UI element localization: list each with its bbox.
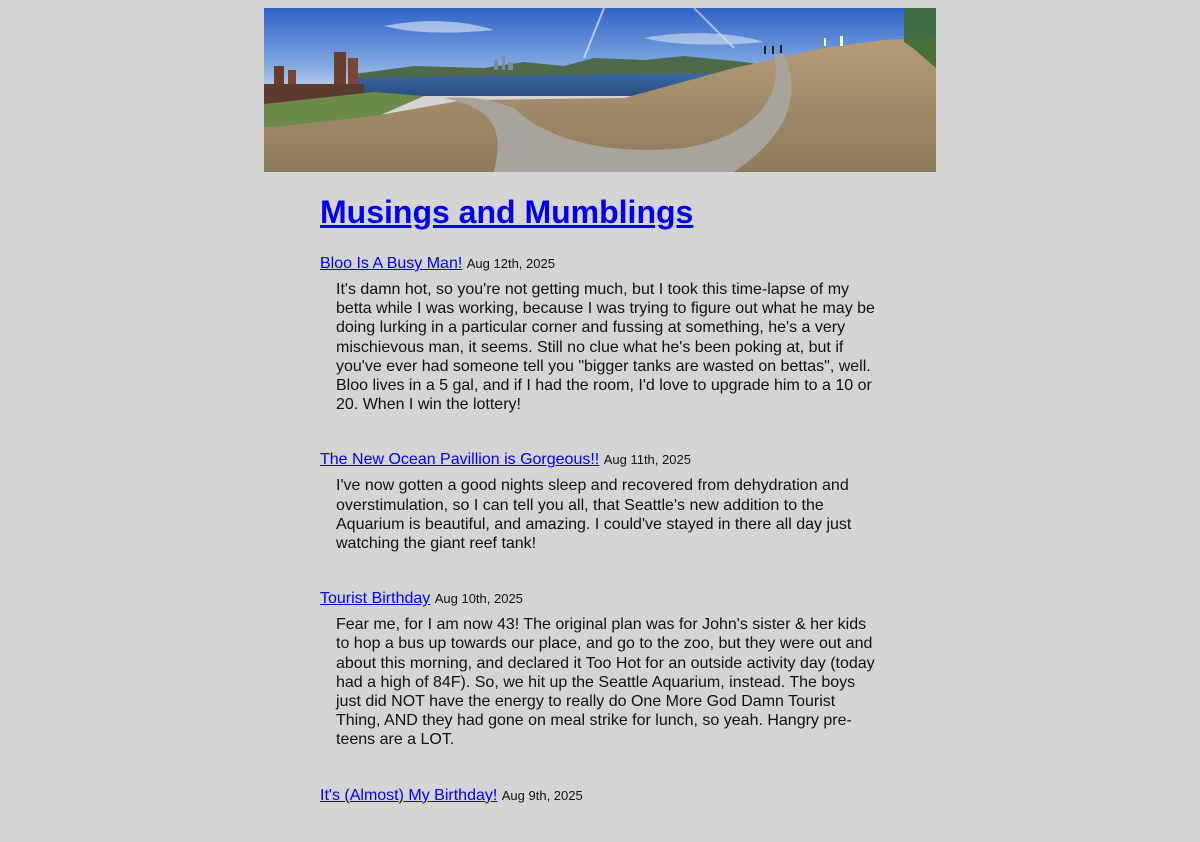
blog-title [320, 190, 880, 234]
post-header [320, 589, 880, 609]
post-header [320, 786, 880, 806]
panorama-image [264, 8, 936, 172]
post-title-link[interactable]: The New Ocean Pavillion is Gorgeous!! [320, 451, 600, 469]
post-date: Aug 11th, 2025 [603, 452, 691, 468]
header-banner-image [264, 8, 936, 172]
post-body: Fear me, for I am now 43! The original plan was for John's sister & her kids to hop a bus up towards our place, and go to the zoo, but they were out and about this morning, and declared it Too Hot for an outside activity day (today had a high of 84F). So, we hit up the Seattle Aquarium, instead. The boys just did NOT have the energy to really do One More God Damn Tourist Thing, AND they had gone on meal strike for lunch, so yeah. Hangry pre-teens are a LOT. [336, 616, 875, 749]
post-header [320, 450, 880, 470]
blog-title-link[interactable]: Musings and Mumblings [320, 194, 694, 230]
post-date: Aug 9th, 2025 [501, 787, 583, 803]
post-title-link[interactable]: Tourist Birthday [320, 590, 431, 608]
post-header [320, 254, 880, 274]
post [320, 254, 880, 414]
blog-content [320, 190, 880, 842]
post-title-link[interactable]: Bloo Is A Busy Man! [320, 255, 463, 272]
post-date: Aug 12th, 2025 [466, 256, 555, 271]
post-body: It's damn hot, so you're not getting much, but I took this time-lapse of my betta while I was working, because I was trying to figure out what he may be doing lurking in a particular corner and fussing at something, he's a very mischievous man, it seems. Still no clue what he's been poking at, but if you've ever had someone tell you "bigger tanks are wasted on bettas", well. Bloo lives in a 5 gal, and if I had the room, I'd love to upgrade him to a 10 or 20. When I win the lottery! [336, 281, 875, 414]
post-title-link[interactable]: It's (Almost) My Birthday! [320, 786, 498, 804]
post [320, 450, 880, 553]
post [320, 786, 880, 806]
post [320, 589, 880, 749]
post-body: I've now gotten a good nights sleep and recovered from dehydration and overstimulation, so I can tell you all, that Seattle's new addition to the Aquarium is beautiful, and amazing. I could've stayed in there all day just watching the giant reef tank! [336, 477, 852, 553]
post-date: Aug 10th, 2025 [434, 591, 523, 607]
